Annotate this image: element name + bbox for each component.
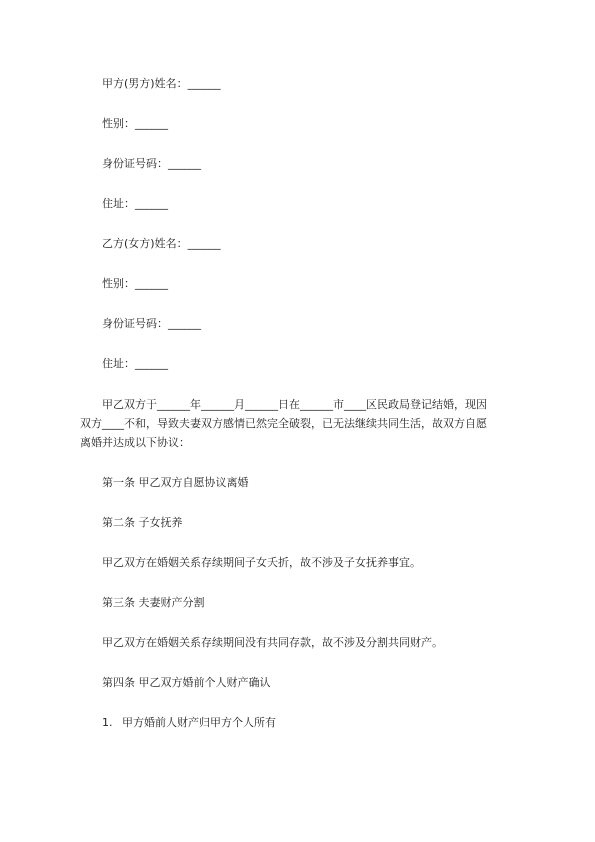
list-item-number: 1. <box>102 716 113 729</box>
party-a-address: 住址：______ <box>102 197 168 210</box>
article-1-heading: 第一条 甲乙双方自愿协议离婚 <box>102 476 249 489</box>
party-b-name: 乙方(女方)姓名：______ <box>102 237 221 250</box>
list-item <box>102 714 493 732</box>
article-3-heading: 第三条 夫妻财产分割 <box>102 596 205 609</box>
article-4-heading: 第四条 甲乙双方婚前个人财产确认 <box>102 676 271 689</box>
intro-paragraph: 甲乙双方于______年______月______日在______市____区民政局登记结婚，现因双方____不和，导致夫妻双方感情已然完全破裂，已无法继续共同生活，故双方自愿离婚并达成以下协议： <box>80 398 487 449</box>
party-b-gender: 性别：______ <box>102 277 168 290</box>
article-2-heading: 第二条 子女抚养 <box>102 516 183 529</box>
article-3-body: 甲乙双方在婚姻关系存续期间没有共同存款，故不涉及分割共同财产。 <box>102 636 443 649</box>
party-a-id-number: 身份证号码：______ <box>102 157 201 170</box>
party-a-name: 甲方(男方)姓名：______ <box>102 77 221 90</box>
party-a-gender: 性别：______ <box>102 117 168 130</box>
party-b-address: 住址：______ <box>102 357 168 370</box>
article-2-body: 甲乙双方在婚姻关系存续期间子女夭折，故不涉及子女抚养事宜。 <box>102 556 421 569</box>
list-item-text: 甲方婚前人财产归甲方个人所有 <box>122 716 276 729</box>
party-b-id-number: 身份证号码：______ <box>102 317 201 330</box>
